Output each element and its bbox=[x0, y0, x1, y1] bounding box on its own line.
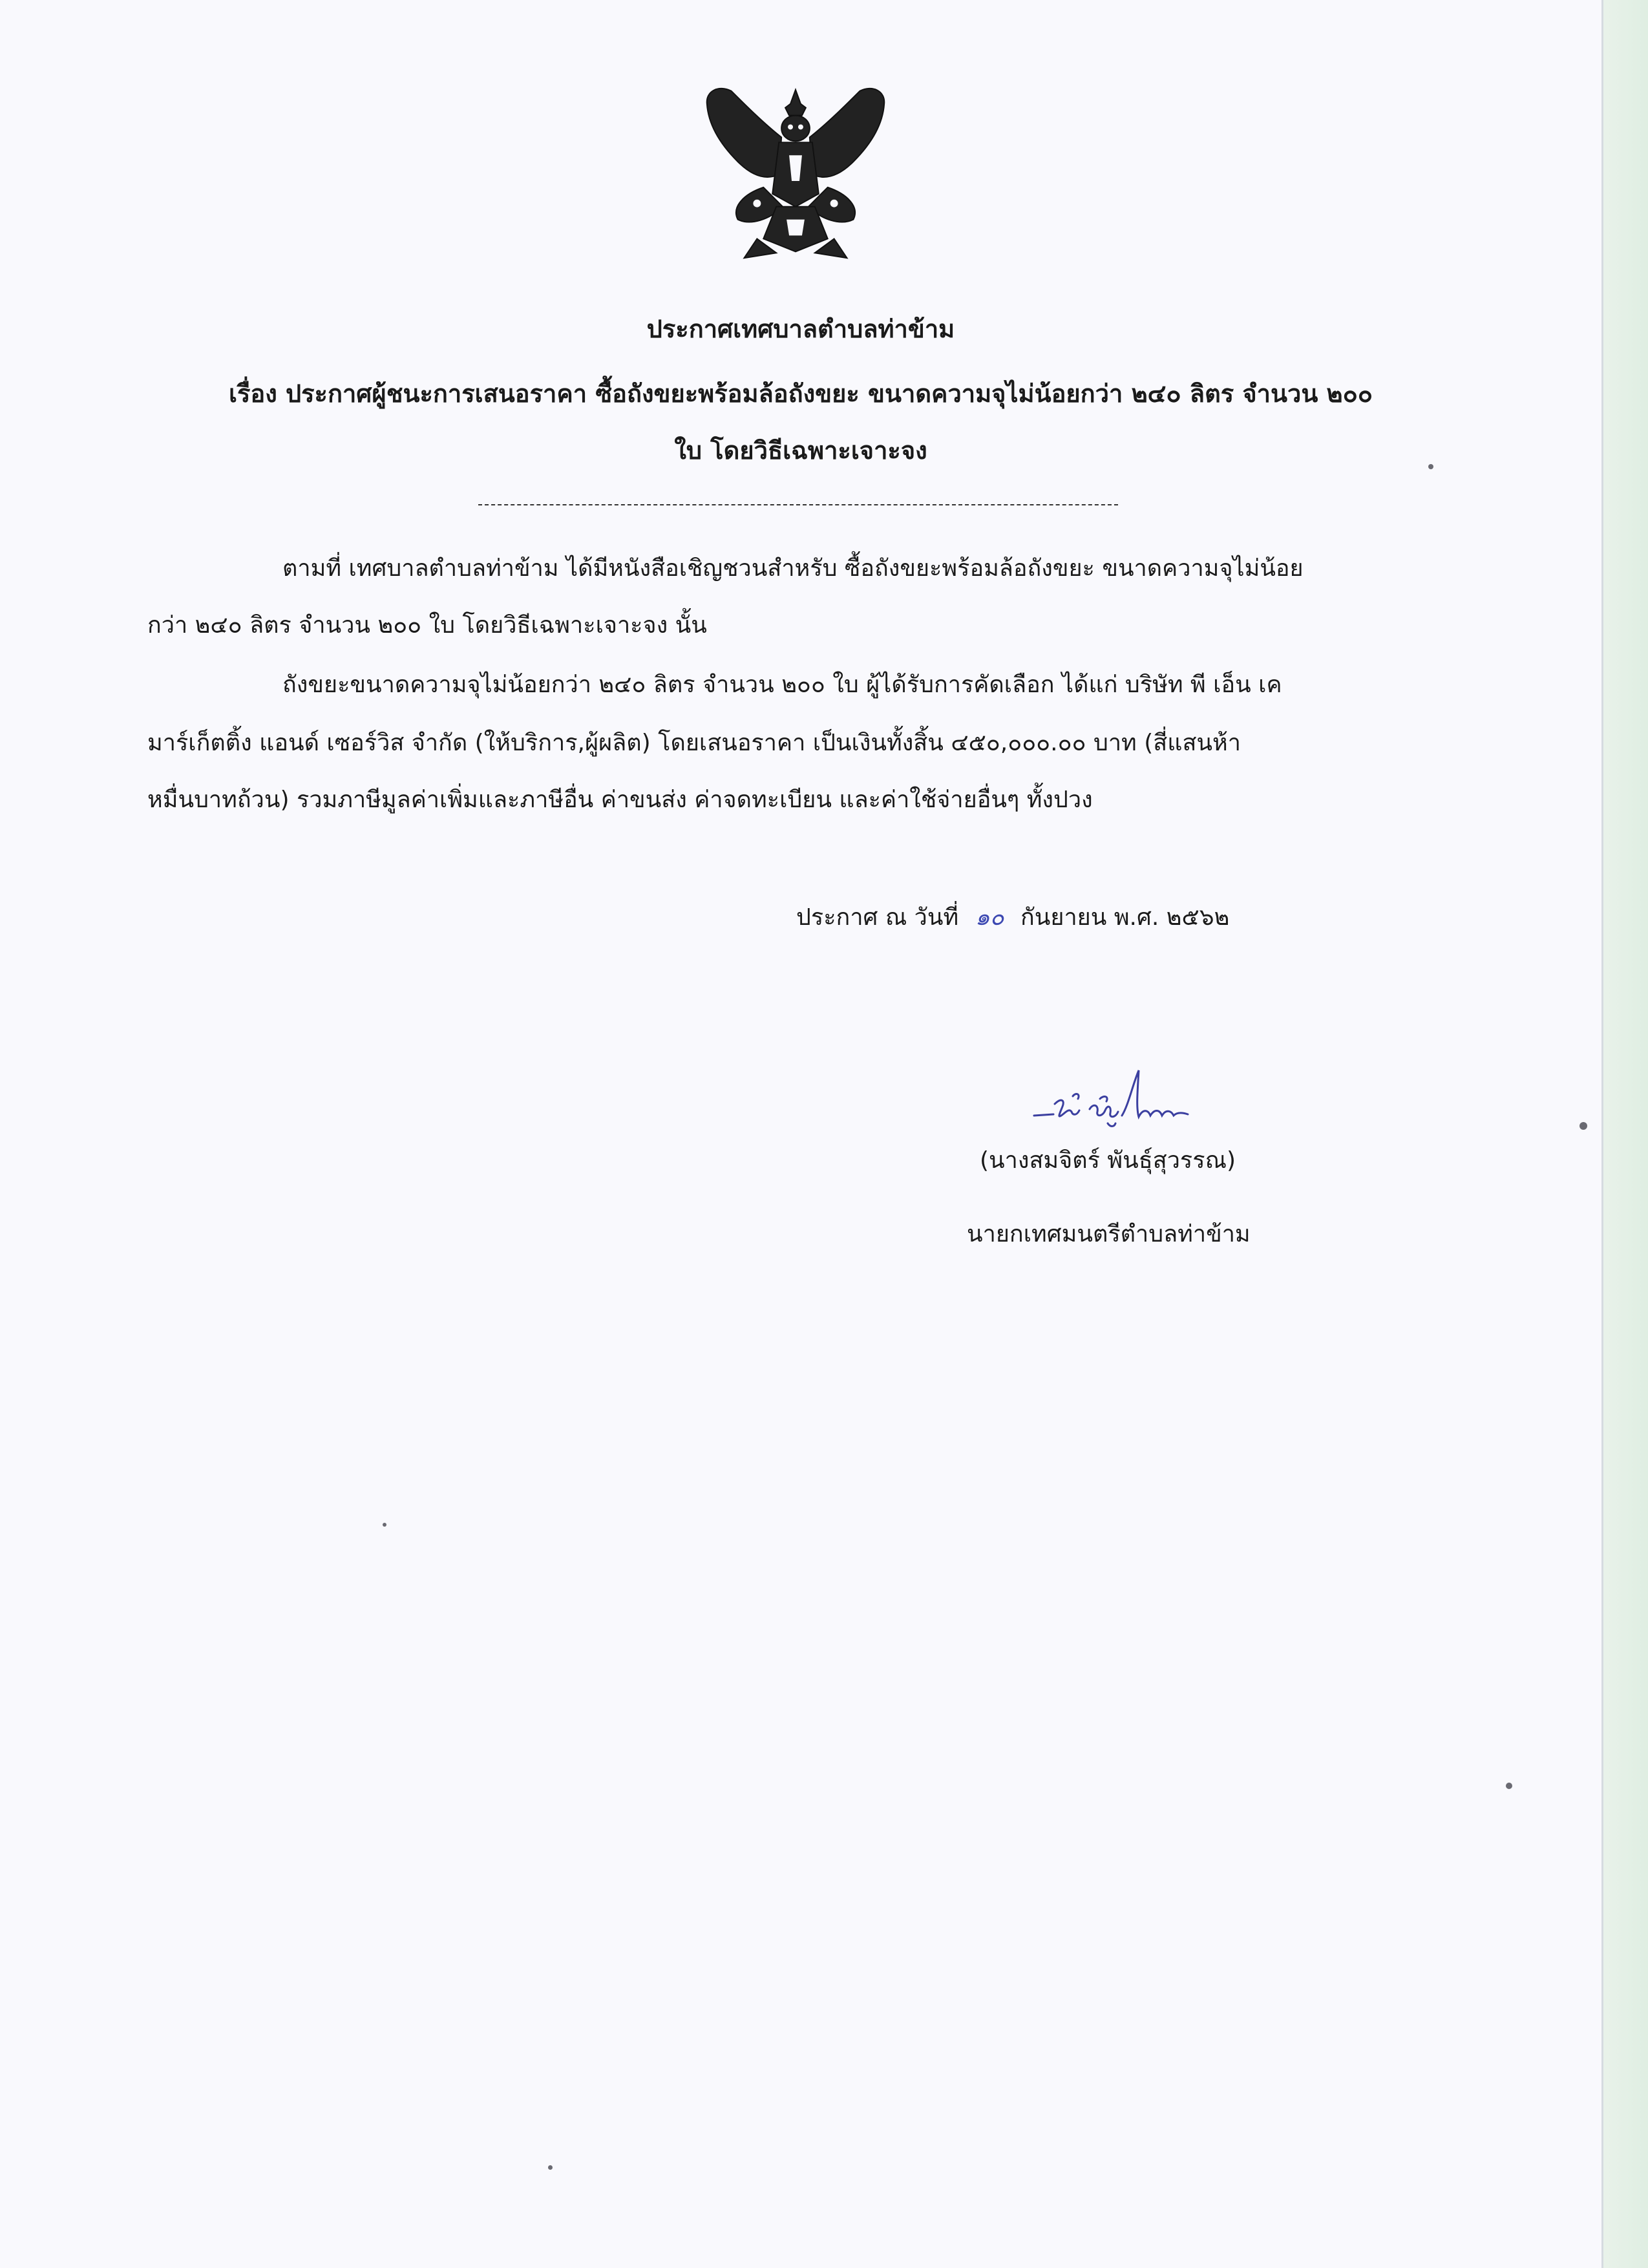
paragraph-1-line-1: ตามที่ เทศบาลตำบลท่าข้าม ได้มีหนังสือเชิญชวนสำหรับ ซื้อถังขยะพร้อมล้อถังขยะ ขนาดความจุไม่น้อย bbox=[282, 555, 1304, 582]
date-day-handwritten: ๑๐ bbox=[975, 904, 1004, 931]
signer-name: (นางสมจิตร์ พันธุ์สุวรรณ) bbox=[980, 1147, 1236, 1174]
scan-speck bbox=[1579, 1122, 1587, 1130]
separator-line bbox=[478, 504, 1118, 505]
scan-speck bbox=[548, 2165, 553, 2170]
scan-speck bbox=[383, 1523, 386, 1527]
scan-edge bbox=[1601, 0, 1648, 2268]
garuda-emblem-icon bbox=[693, 78, 898, 271]
announcement-date bbox=[796, 898, 1229, 935]
scan-speck bbox=[1506, 1783, 1512, 1789]
paragraph-2-line-1: ถังขยะขนาดความจุไม่น้อยกว่า ๒๔๐ ลิตร จำนวน ๒๐๐ ใบ ผู้ได้รับการคัดเลือก ได้แก่ บริษัท พี เอ็น เค bbox=[282, 672, 1282, 698]
paragraph-2-line-2: มาร์เก็ตติ้ง แอนด์ เซอร์วิส จำกัด (ให้บริการ,ผู้ผลิต) โดยเสนอราคา เป็นเงินทั้งสิ้น ๔๕๐,๐๐๐.๐๐ บาท (สี่แสนห้า bbox=[147, 730, 1241, 756]
date-suffix: กันยายน พ.ศ. ๒๕๖๒ bbox=[1020, 904, 1230, 931]
scan-speck bbox=[1428, 464, 1433, 469]
subject-line-1: เรื่อง ประกาศผู้ชนะการเสนอราคา ซื้อถังขยะพร้อมล้อถังขยะ ขนาดความจุไม่น้อยกว่า ๒๔๐ ลิตร จำนวน ๒๐๐ bbox=[229, 379, 1373, 408]
handwritten-signature bbox=[1031, 1066, 1225, 1138]
subject-line-2: ใบ โดยวิธีเฉพาะเจาะจง bbox=[674, 436, 927, 465]
signer-position: นายกเทศมนตรีตำบลท่าข้าม bbox=[967, 1221, 1251, 1247]
date-prefix: ประกาศ ณ วันที่ bbox=[796, 904, 959, 931]
paragraph-2-line-3: หมื่นบาทถ้วน) รวมภาษีมูลค่าเพิ่มและภาษีอื่น ค่าขนส่ง ค่าจดทะเบียน และค่าใช้จ่ายอื่นๆ ทั้งปวง bbox=[147, 787, 1093, 813]
paragraph-1-line-2: กว่า ๒๔๐ ลิตร จำนวน ๒๐๐ ใบ โดยวิธีเฉพาะเจาะจง นั้น bbox=[147, 612, 707, 639]
page-title: ประกาศเทศบาลตำบลท่าข้าม bbox=[646, 315, 955, 343]
scan-edge-line bbox=[1601, 0, 1603, 2268]
